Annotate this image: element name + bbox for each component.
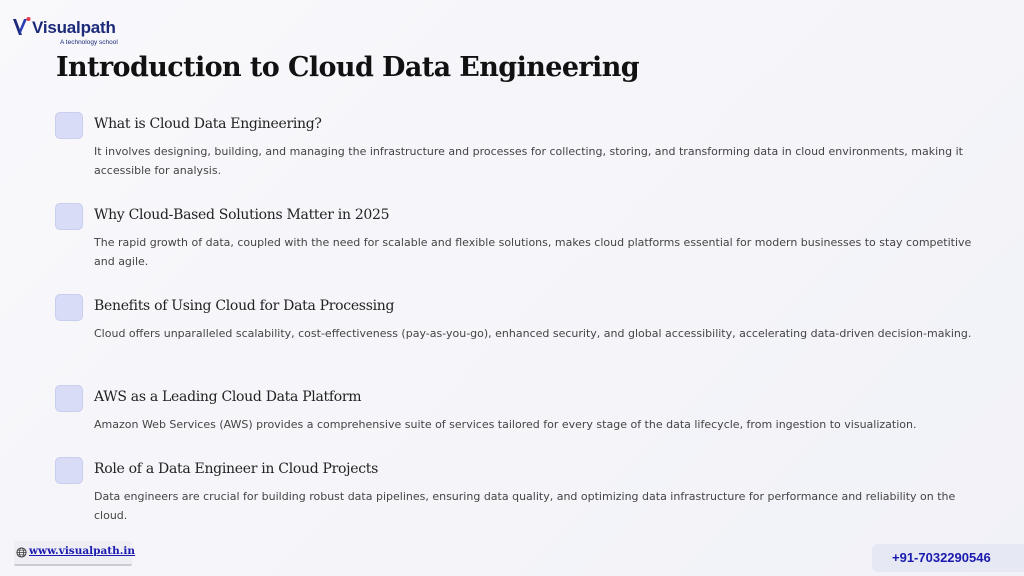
topic-heading: Benefits of Using Cloud for Data Processing bbox=[94, 298, 395, 314]
topic-heading: AWS as a Leading Cloud Data Platform bbox=[94, 389, 362, 405]
bullet-box bbox=[55, 203, 83, 230]
brand-name: Visualpath bbox=[32, 18, 116, 37]
bullet-box bbox=[55, 457, 83, 484]
visualpath-logo-icon bbox=[12, 16, 32, 38]
globe-icon bbox=[16, 547, 27, 558]
brand-logo[interactable] bbox=[12, 14, 122, 48]
brand-tagline: A technology school bbox=[60, 39, 118, 46]
bullet-box bbox=[55, 112, 83, 139]
phone-badge bbox=[872, 544, 1024, 572]
topic-description: Data engineers are crucial for building robust data pipelines, ensuring data quality, and optimizing data infrastructure for performance and reliability on the cloud. bbox=[94, 490, 956, 522]
website-link[interactable] bbox=[14, 541, 136, 566]
phone-number: +91-7032290546 bbox=[892, 550, 991, 565]
topic-heading: Role of a Data Engineer in Cloud Projects bbox=[94, 461, 378, 477]
bullet-box bbox=[55, 294, 83, 321]
topic-description: Cloud offers unparalleled scalability, cost-effectiveness (pay-as-you-go), enhanced security, and global accessibility, accelerating data-driven decision-making. bbox=[94, 327, 972, 340]
page-title: Introduction to Cloud Data Engineering bbox=[56, 52, 640, 83]
topic-description: The rapid growth of data, coupled with the need for scalable and flexible solutions, makes cloud platforms essential for modern businesses to stay competitive and agile. bbox=[94, 236, 972, 268]
website-url[interactable]: www.visualpath.in bbox=[29, 545, 136, 557]
topic-heading: What is Cloud Data Engineering? bbox=[94, 116, 322, 132]
bullet-box bbox=[55, 385, 83, 412]
topic-heading: Why Cloud-Based Solutions Matter in 2025 bbox=[94, 207, 390, 223]
topic-description: It involves designing, building, and managing the infrastructure and processes for collecting, storing, and transforming data in cloud environments, making it accessible for analysis. bbox=[94, 145, 963, 177]
topic-description: Amazon Web Services (AWS) provides a comprehensive suite of services tailored for every stage of the data lifecycle, from ingestion to visualization. bbox=[94, 418, 917, 431]
